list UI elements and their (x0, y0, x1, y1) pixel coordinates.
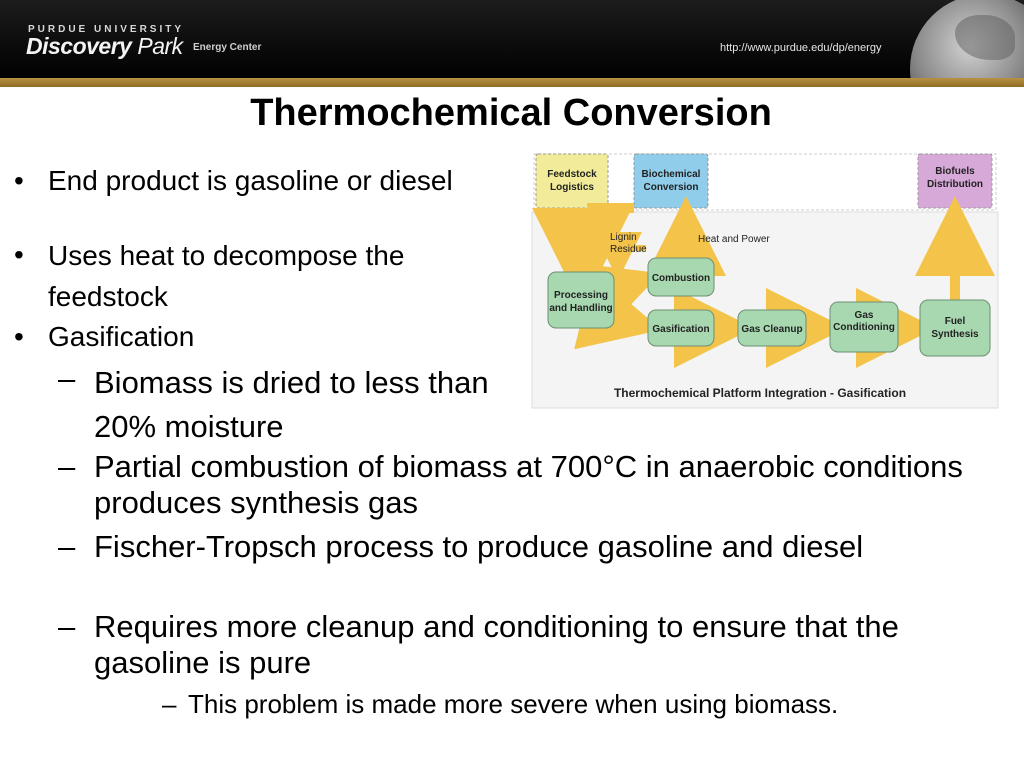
biochemical-conversion-label: Biochemical Conversion (641, 169, 701, 193)
sub-bullet-text: Requires more cleanup and conditioning to ensure that the gasoline is pure (94, 609, 899, 680)
diagram-svg (530, 150, 1000, 412)
fuel-synthesis-box (920, 300, 990, 356)
biofuels-distribution-label: Biofuels Distribution (926, 166, 984, 190)
gasification-label: Gasification (652, 324, 710, 335)
university-label: PURDUE UNIVERSITY (28, 24, 185, 35)
gas-cleanup-label: Gas Cleanup (741, 324, 803, 335)
fuel-synthesis-label: Fuel Synthesis (931, 316, 979, 340)
header-url: http://www.purdue.edu/dp/energy (720, 42, 882, 54)
logo-brand-bold: Discovery (26, 33, 132, 59)
feedstock-logistics-box (536, 154, 608, 208)
tertiary-bullet-text: This problem is made more severe when using biomass. (188, 689, 839, 719)
bullet-text: Uses heat to decompose the feedstock (48, 240, 405, 312)
sub-bullet-dash: – (58, 449, 76, 484)
sub-bullet-text: Partial combustion of biomass at 700°C in anaerobic conditions produces synthesis gas (94, 449, 963, 520)
sub-bullet-dash: – (58, 529, 76, 564)
logo-brand-park: Park (137, 33, 183, 59)
bullet-dot: • (14, 165, 24, 196)
lignin-residue-label: Lignin Residue (610, 232, 647, 255)
arrow-to-gasification (614, 318, 642, 325)
sub-bullet-dash: – (58, 361, 76, 396)
bullet-dot: • (14, 239, 24, 270)
heat-and-power-label: Heat and Power (698, 234, 770, 245)
bullet-dot: • (14, 321, 24, 352)
sub-bullet-text: Biomass is dried to less than 20% moisture (94, 365, 489, 444)
bullet-text: Gasification (48, 321, 195, 352)
combustion-label: Combustion (651, 273, 711, 284)
sub-bullet-text: Fischer-Tropsch process to produce gasoline and diesel (94, 529, 864, 564)
gasification-diagram (530, 150, 1000, 412)
processing-handling-label: Processing and Handling (549, 290, 613, 314)
energy-center-label: Energy Center (193, 42, 262, 53)
sub-bullet-dash: – (58, 609, 76, 644)
diagram-caption: Thermochemical Platform Integration - Gasification (613, 386, 907, 400)
tertiary-bullet-dash: – (162, 689, 177, 719)
bullet-text: End product is gasoline or diesel (48, 165, 453, 196)
slide-title: Thermochemical Conversion (250, 92, 772, 134)
biochemical-conversion-box (634, 154, 708, 208)
feedstock-logistics-label: Feedstock Logistics (547, 169, 597, 193)
gas-conditioning-label: Gas Conditioning (833, 310, 895, 333)
